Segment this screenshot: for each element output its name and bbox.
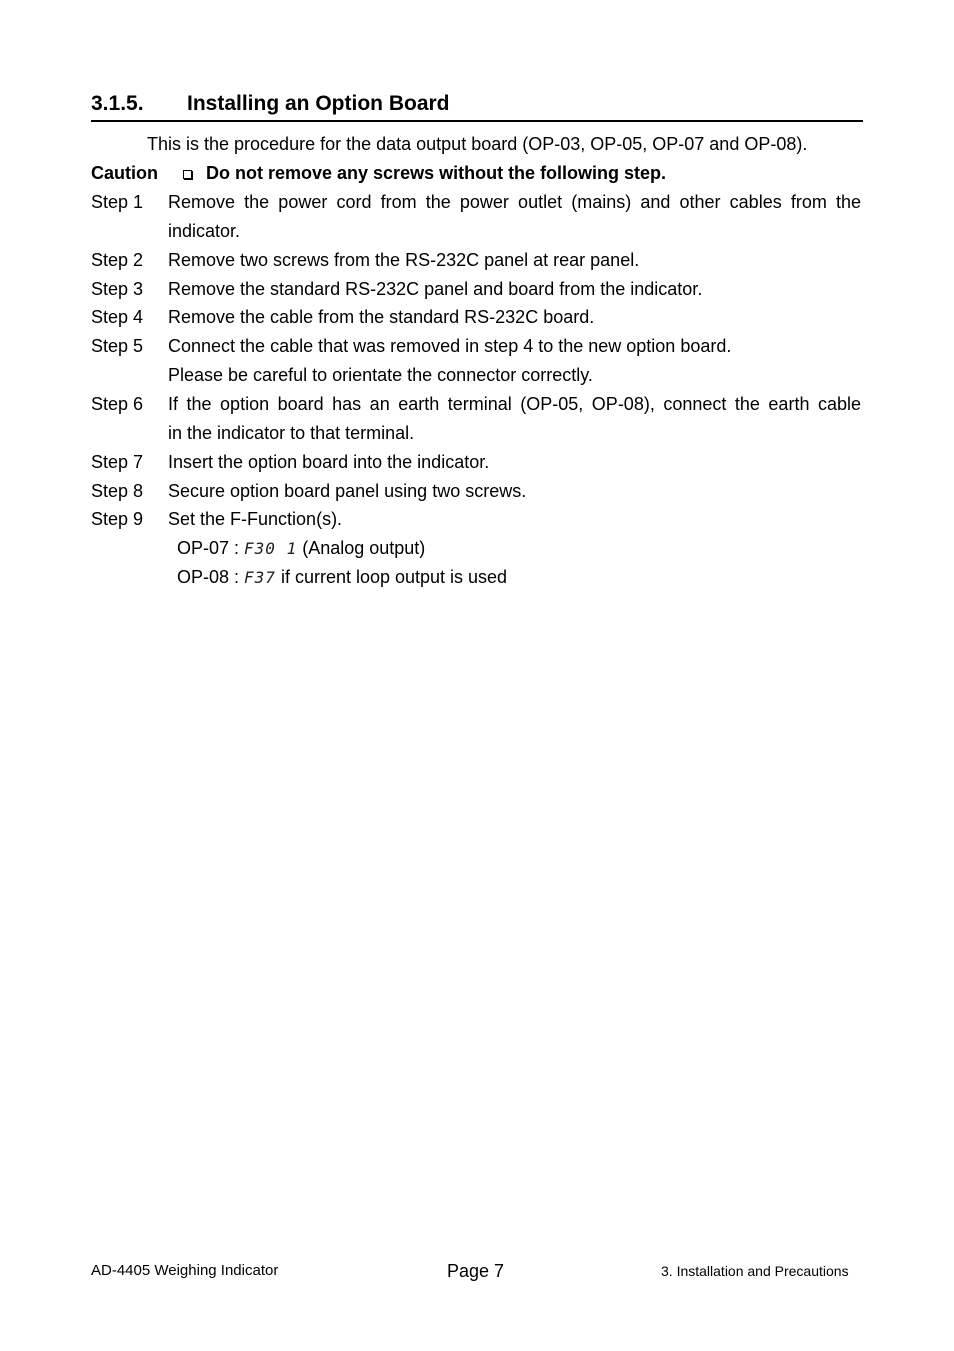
step-label: Step 1 xyxy=(91,192,144,212)
footer-page-number: Page 7 xyxy=(447,1261,505,1281)
step-text: Connect the cable that was removed in step 4 to the new option board. xyxy=(168,336,732,356)
option-prefix: OP-08 : xyxy=(177,567,245,587)
footer-chapter-name: 3. Installation and Precautions xyxy=(661,1263,849,1279)
option-setting-op08 xyxy=(177,566,507,589)
step-text: Remove the standard RS-232C panel and board from the indicator. xyxy=(168,279,703,299)
section-heading xyxy=(91,90,863,122)
step-label: Step 3 xyxy=(91,279,144,299)
step-label: Step 7 xyxy=(91,452,144,472)
intro-paragraph: This is the procedure for the data output board (OP-03, OP-05, OP-07 and OP-08). xyxy=(147,134,808,154)
footer-product-name: AD-4405 Weighing Indicator xyxy=(91,1262,279,1279)
step-text-continued: in the indicator to that terminal. xyxy=(168,423,415,443)
step-text: Set the F-Function(s). xyxy=(168,509,343,529)
step-label: Step 4 xyxy=(91,307,144,327)
option-suffix: (Analog output) xyxy=(297,538,426,558)
section-number: 3.1.5. xyxy=(91,92,144,115)
section-title: Installing an Option Board xyxy=(187,92,450,115)
step-label: Step 5 xyxy=(91,336,144,356)
option-suffix: if current loop output is used xyxy=(275,567,508,587)
step-text: Remove two screws from the RS-232C panel at rear panel. xyxy=(168,250,640,270)
step-label: Step 8 xyxy=(91,481,144,501)
step-text-continued: indicator. xyxy=(168,221,241,241)
caution-text: Do not remove any screws without the following step. xyxy=(206,163,667,183)
function-code: F30 1 xyxy=(244,539,298,558)
caution-label: Caution xyxy=(91,163,158,183)
step-text: Insert the option board into the indicator. xyxy=(168,452,490,472)
checkbox-bullet-icon xyxy=(183,170,192,179)
step-text-continued: Please be careful to orientate the connector correctly. xyxy=(168,365,593,385)
function-code: F37 xyxy=(244,568,276,587)
step-label: Step 2 xyxy=(91,250,144,270)
option-setting-op07 xyxy=(177,537,425,560)
step-label: Step 9 xyxy=(91,509,144,529)
step-text: Remove the power cord from the power outlet (mains) and other cables from the xyxy=(168,192,861,212)
step-text: If the option board has an earth terminal (OP-05, OP-08), connect the earth cable xyxy=(168,394,861,414)
step-text: Secure option board panel using two screws. xyxy=(168,481,527,501)
step-text: Remove the cable from the standard RS-232C board. xyxy=(168,307,595,327)
step-label: Step 6 xyxy=(91,394,144,414)
option-prefix: OP-07 : xyxy=(177,538,245,558)
